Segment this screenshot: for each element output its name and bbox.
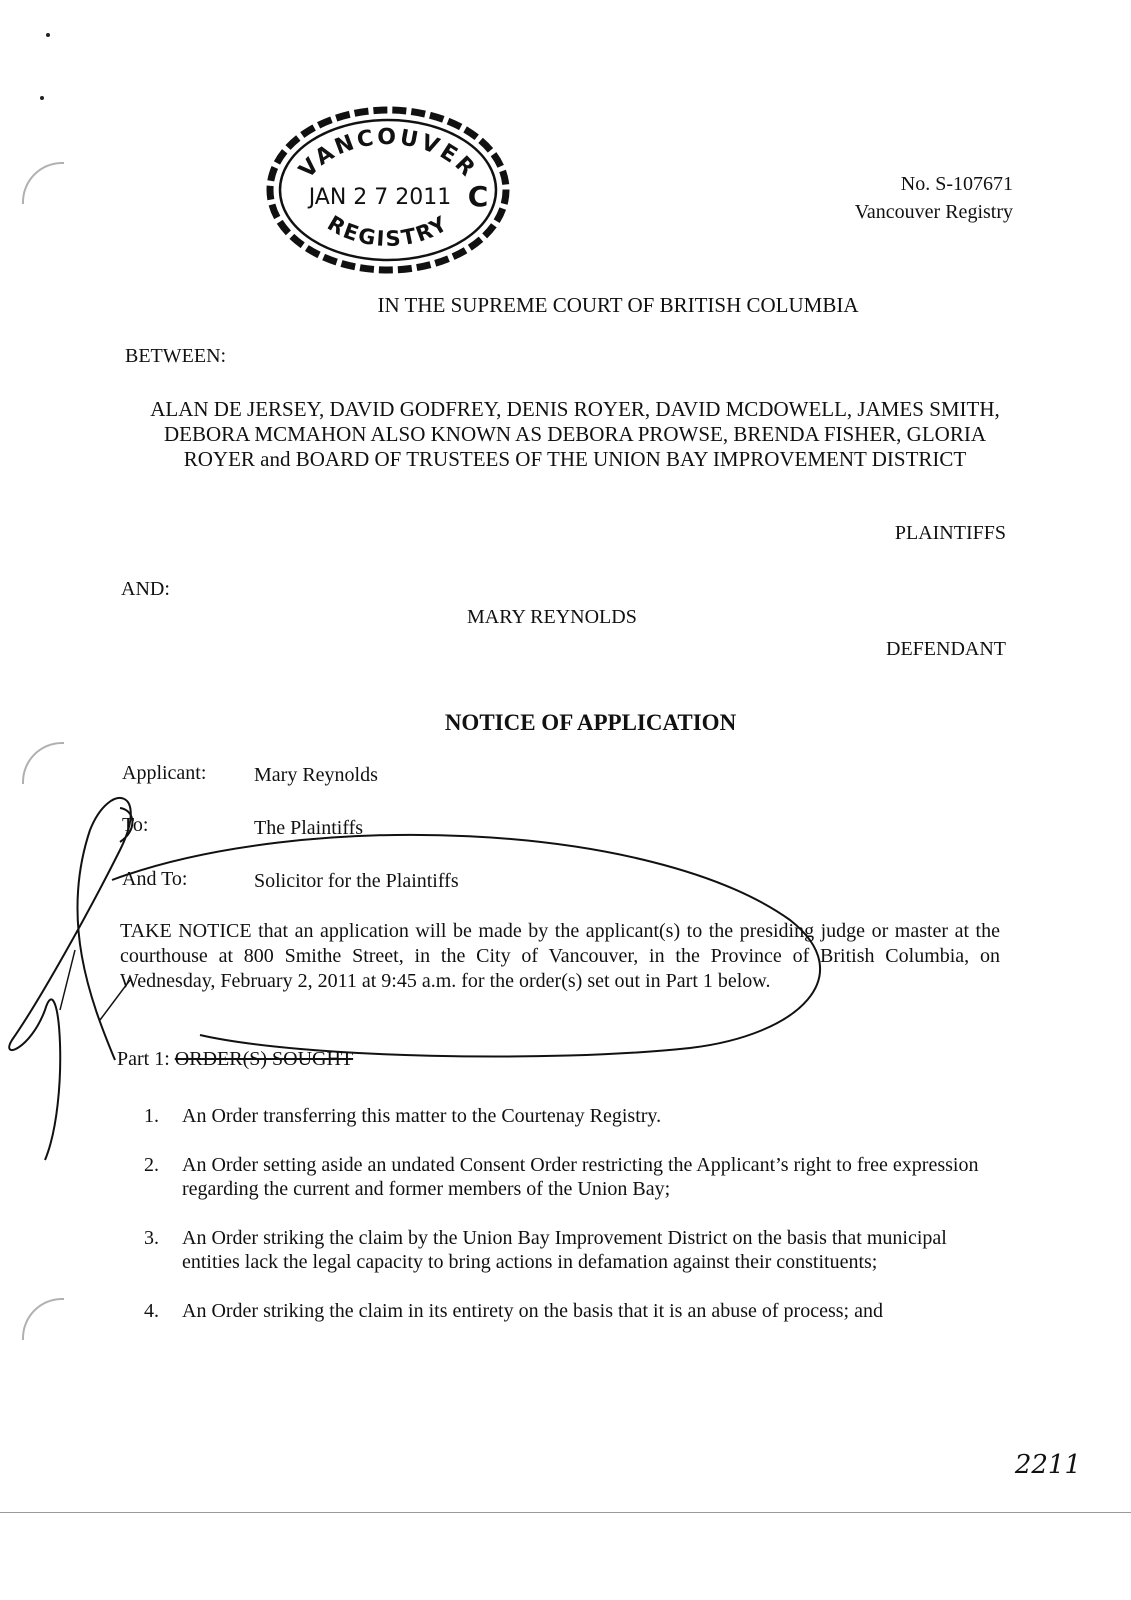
list-item [144, 1104, 1004, 1128]
document-heading: NOTICE OF APPLICATION [444, 710, 737, 735]
court-title: IN THE SUPREME COURT OF BRITISH COLUMBIA [377, 293, 859, 317]
order-number: 4. [144, 1300, 159, 1322]
defendant-label: DEFENDANT [886, 638, 1006, 660]
order-text: An Order striking the claim by the Union Bay Improvement District on the basis that municipal entities lack the legal capacity to bring actions in defamation against their constituents; [182, 1227, 947, 1273]
list-item [144, 1153, 1004, 1201]
punch-hole-mark [22, 742, 64, 784]
scan-dot [40, 96, 44, 100]
and-to-label: And To: [122, 868, 188, 890]
applicant-value: Mary Reynolds [254, 764, 378, 786]
part-prefix: Part 1: [117, 1048, 170, 1070]
order-text: An Order transferring this matter to the Courtenay Registry. [182, 1105, 662, 1127]
to-label: To: [122, 814, 149, 836]
order-number: 2. [144, 1154, 159, 1176]
stamp-graphic [262, 100, 514, 278]
list-item [144, 1226, 1004, 1274]
stamp-bottom-text: REGISTRY [323, 211, 453, 252]
scan-dot [46, 33, 50, 37]
order-text: An Order striking the claim in its entirety on the basis that it is an abuse of process; and [182, 1300, 883, 1322]
order-text: An Order setting aside an undated Consent Order restricting the Applicant’s right to free expression regarding the current and former members of the Union Bay; [182, 1154, 979, 1200]
order-number: 1. [144, 1105, 159, 1127]
orders-list [144, 1104, 1004, 1348]
page-mark: 2211 [1014, 1450, 1081, 1480]
plaintiffs-names: ALAN DE JERSEY, DAVID GODFREY, DENIS ROYER, DAVID MCDOWELL, JAMES SMITH, DEBORA MCMAHON ALSO KNOWN AS DEBORA PROWSE, BRENDA FISHER, GLORIA ROYER and BOARD OF TRUSTEES OF THE UNION BAY IMPROVEMENT DISTRICT [150, 397, 1000, 471]
plaintiffs-label: PLAINTIFFS [894, 522, 1006, 544]
file-number: No. S-107671 [900, 173, 1013, 195]
punch-hole-mark [22, 162, 64, 204]
stamp-letter: C [467, 180, 489, 213]
page-bottom-rule [0, 1512, 1131, 1513]
and-label: AND: [121, 578, 170, 600]
part-title: ORDER(S) SOUGHT [174, 1048, 354, 1070]
defendant-name: MARY REYNOLDS [467, 606, 637, 628]
stamp-date: JAN 2 7 2011 [308, 185, 452, 210]
file-number-block [855, 170, 1013, 226]
notice-paragraph: TAKE NOTICE that an application will be made by the applicant(s) to the presiding judge or master at the courthouse at 800 Smithe Street, in the City of Vancouver, in the Province of British Columbia, on Wednesday, February 2, 2011 at 9:45 a.m. for the order(s) set out in Part 1 below. [120, 920, 1000, 992]
to-value: The Plaintiffs [254, 817, 364, 839]
punch-hole-mark [22, 1298, 64, 1340]
list-item [144, 1299, 1004, 1323]
registry-name: Vancouver Registry [854, 201, 1013, 223]
part-heading [117, 1048, 353, 1071]
and-to-value: Solicitor for the Plaintiffs [254, 870, 459, 892]
stamp-top-text: VANCOUVER [294, 125, 482, 184]
applicant-label: Applicant: [122, 762, 207, 784]
between-label: BETWEEN: [125, 345, 227, 367]
registry-stamp [262, 100, 514, 278]
order-number: 3. [144, 1227, 159, 1249]
